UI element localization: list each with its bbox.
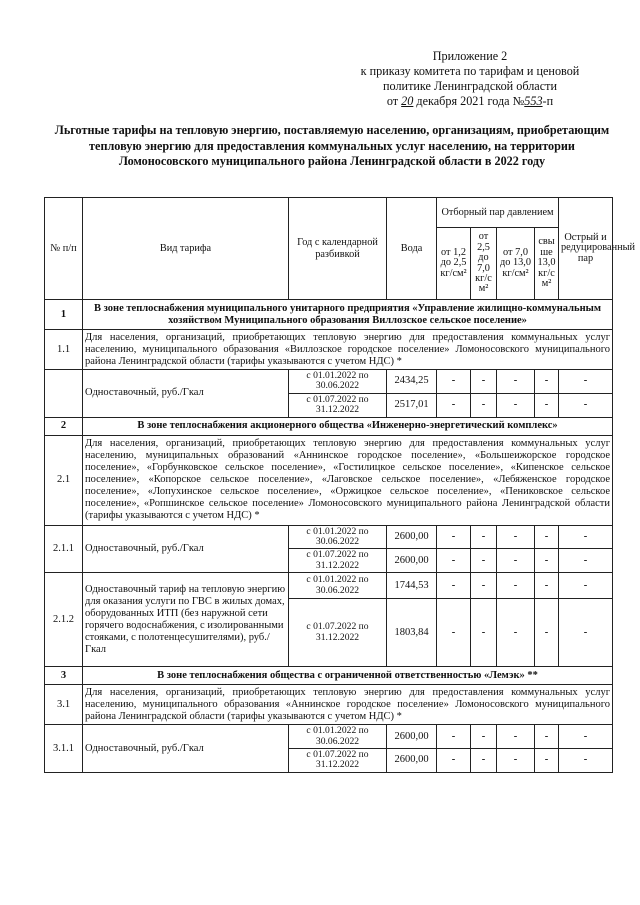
dash-cell: - <box>535 393 559 417</box>
section-3-title: В зоне теплоснабжения общества с ограниченной ответственностью «Лемэк» ** <box>83 667 613 685</box>
header-pressure-4: свы ше 13,0 кг/с м² <box>535 228 559 300</box>
dash-cell: - <box>471 599 497 667</box>
water-value: 2600,00 <box>387 749 437 773</box>
dash-cell: - <box>535 525 559 549</box>
header-year: Год с календарной разбивкой <box>289 198 387 300</box>
dash-cell: - <box>559 599 613 667</box>
period-cell: с 01.01.2022 по 30.06.2022 <box>289 370 387 394</box>
row-2-1-2-num: 2.1.2 <box>45 573 83 667</box>
dash-cell: - <box>471 525 497 549</box>
dash-cell: - <box>497 393 535 417</box>
appendix-line-1: Приложение 2 <box>432 49 508 63</box>
order-date-prefix: от <box>386 94 399 108</box>
dash-cell: - <box>497 599 535 667</box>
dash-cell: - <box>497 725 535 749</box>
row-1-1-label: Одноставочный, руб./Гкал <box>83 370 289 418</box>
header-pressure-3: от 7,0 до 13,0 кг/см² <box>497 228 535 300</box>
dash-cell: - <box>437 725 471 749</box>
period-cell: с 01.01.2022 по 30.06.2022 <box>289 525 387 549</box>
water-value: 1803,84 <box>387 599 437 667</box>
section-1-num: 1 <box>45 300 83 330</box>
dash-cell: - <box>471 370 497 394</box>
row-3-1-1-label: Одноставочный, руб./Гкал <box>83 725 289 773</box>
section-2-title: В зоне теплоснабжения акционерного общества «Инженерно-энергетический комплекс» <box>83 417 613 435</box>
dash-cell: - <box>437 525 471 549</box>
appendix-line-4 <box>330 94 610 109</box>
row-2-1-1-num: 2.1.1 <box>45 525 83 573</box>
dash-cell: - <box>471 749 497 773</box>
header-num: № п/п <box>45 198 83 300</box>
document-title: Льготные тарифы на тепловую энергию, поставляемую населению, организациям, приобретающим тепловую энергию для предоставления коммунальных услуг населению, на территории Ломоносовского муниципального района Ленинградской области в 2022 году <box>54 123 610 168</box>
dash-cell: - <box>471 393 497 417</box>
dash-cell: - <box>437 549 471 573</box>
appendix-line-2: к приказу комитета по тарифам и ценовой <box>360 64 580 78</box>
water-value: 2600,00 <box>387 725 437 749</box>
row-1-1-desc: Для населения, организаций, приобретающих тепловую энергию для предоставления коммунальных услуг населению, муниципального образования «Виллозское городское поселение» Ломоносовского муниципального района Ленинградской области (тарифы указываются с учетом НДС) * <box>83 330 613 370</box>
dash-cell: - <box>535 599 559 667</box>
dash-cell: - <box>437 599 471 667</box>
period-cell: с 01.01.2022 по 30.06.2022 <box>289 573 387 599</box>
dash-cell: - <box>559 393 613 417</box>
section-3-num: 3 <box>45 667 83 685</box>
period-cell: с 01.01.2022 по 30.06.2022 <box>289 725 387 749</box>
dash-cell: - <box>559 749 613 773</box>
header-tariff-type: Вид тарифа <box>83 198 289 300</box>
dash-cell: - <box>535 749 559 773</box>
header-water: Вода <box>387 198 437 300</box>
section-2-num: 2 <box>45 417 83 435</box>
dash-cell: - <box>559 573 613 599</box>
row-3-1-num: 3.1 <box>45 685 83 725</box>
dash-cell: - <box>535 725 559 749</box>
tariff-table <box>44 197 636 773</box>
row-2-1-2-label: Одноставочный тариф на тепловую энергию для оказания услуги по ГВС в жилых домах, оборудованных ИТП (без наружной сети горячего водоснабжения, с изолированными стояками, с полотенцесушителями), руб./Гкал <box>83 573 289 667</box>
period-cell: с 01.07.2022 по 31.12.2022 <box>289 599 387 667</box>
water-value: 2434,25 <box>387 370 437 394</box>
row-3-1-1-num: 3.1.1 <box>45 725 83 773</box>
dash-cell: - <box>497 749 535 773</box>
dash-cell: - <box>437 749 471 773</box>
order-date-rest: декабря 2021 года № <box>416 94 525 108</box>
period-cell: с 01.07.2022 по 31.12.2022 <box>289 549 387 573</box>
dash-cell: - <box>471 725 497 749</box>
section-1-title: В зоне теплоснабжения муниципального унитарного предприятия «Управление жилищно-коммунальным хозяйством Муниципального образования Виллозское сельское поселение» <box>83 300 613 330</box>
dash-cell: - <box>535 370 559 394</box>
dash-cell: - <box>471 549 497 573</box>
dash-cell: - <box>471 573 497 599</box>
water-value: 1744,53 <box>387 573 437 599</box>
row-2-1-1-label: Одноставочный, руб./Гкал <box>83 525 289 573</box>
header-pressure-1: от 1,2 до 2,5 кг/см² <box>437 228 471 300</box>
water-value: 2600,00 <box>387 549 437 573</box>
order-day: 20 <box>401 94 414 108</box>
row-2-1-desc: Для населения, организаций, приобретающих тепловую энергию для предоставления коммунальных услуг населению, муниципальных образований «Аннинское городское поселение», «Большеижорское городское поселение», «Горбунковское сельское поселение», «Гостилицкое сельское поселение», «Кипенское сельское поселение», «Копорское сельское поселение», «Лаговское сельское поселение», «Лебяженское городское поселение», «Лопухинское сельское поселение», «Оржицкое сельское поселение», «Пениковское сельское поселение», «Ропшинское сельское поселение» Ломоносовского муниципального района Ленинградской области (тарифы указываются с учетом НДС) * <box>83 435 613 525</box>
row-1-1-1-num <box>45 370 83 418</box>
order-suffix: -п <box>542 94 554 108</box>
dash-cell: - <box>497 549 535 573</box>
dash-cell: - <box>559 725 613 749</box>
dash-cell: - <box>437 370 471 394</box>
appendix-line-3: политике Ленинградской области <box>383 79 557 93</box>
dash-cell: - <box>437 393 471 417</box>
row-1-1-num: 1.1 <box>45 330 83 370</box>
dash-cell: - <box>497 370 535 394</box>
dash-cell: - <box>559 549 613 573</box>
order-number: 553 <box>524 94 543 108</box>
header-steam-group: Отборный пар давлением <box>437 198 559 228</box>
water-value: 2517,01 <box>387 393 437 417</box>
dash-cell: - <box>497 573 535 599</box>
dash-cell: - <box>535 573 559 599</box>
header-pressure-2: от 2,5 до 7,0 кг/с м² <box>471 228 497 300</box>
period-cell: с 01.07.2022 по 31.12.2022 <box>289 393 387 417</box>
dash-cell: - <box>535 549 559 573</box>
dash-cell: - <box>559 525 613 549</box>
water-value: 2600,00 <box>387 525 437 549</box>
dash-cell: - <box>497 525 535 549</box>
dash-cell: - <box>559 370 613 394</box>
row-3-1-desc: Для населения, организаций, приобретающих тепловую энергию для предоставления коммунальных услуг населению, муниципального образования «Аннинское городское поселение» Ломоносовского муниципального района Ленинградской области (тарифы указываются с учетом НДС) * <box>83 685 613 725</box>
dash-cell: - <box>437 573 471 599</box>
row-2-1-num: 2.1 <box>45 435 83 525</box>
header-sharp-steam: Острый и редуцированный пар <box>559 198 613 300</box>
period-cell: с 01.07.2022 по 31.12.2022 <box>289 749 387 773</box>
appendix-block <box>330 49 610 109</box>
